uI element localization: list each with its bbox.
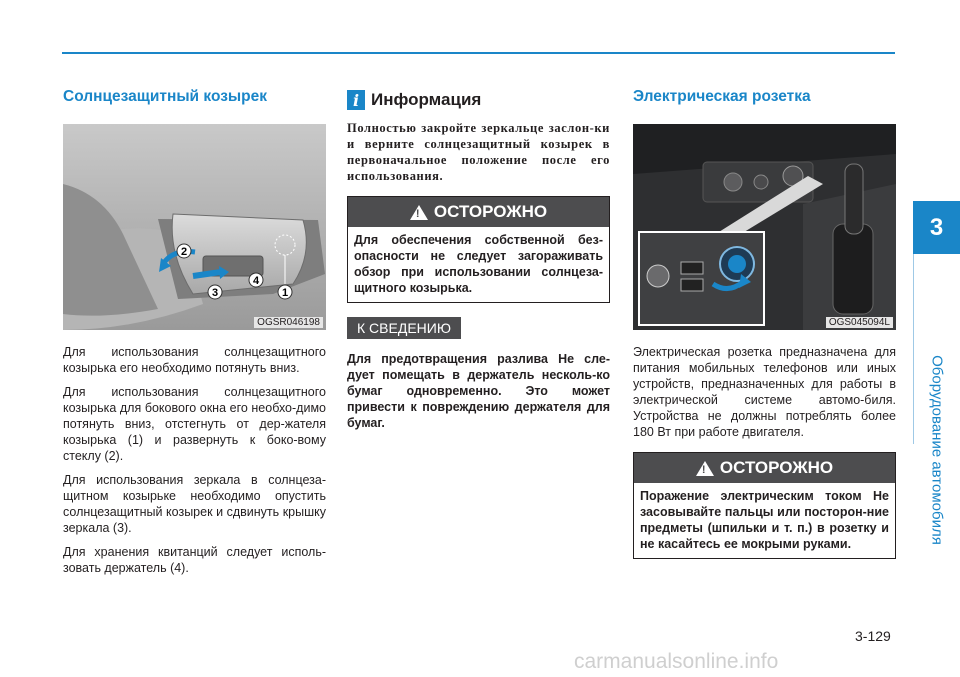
- warning-triangle-icon: !: [696, 461, 714, 476]
- warning-header: [348, 197, 609, 227]
- sunvisor-paragraph-3: Для использования зеркала в солнцеза-щитном козырьке необходимо опустить солнцезащитный козырек и сдвинуть крышку зеркала (3).: [63, 473, 326, 535]
- info-icon: i: [347, 90, 365, 110]
- sunvisor-illustration: [63, 124, 326, 330]
- warning-label: ОСТОРОЖНО: [719, 458, 834, 477]
- warning-box-sunvisor: [347, 196, 610, 303]
- warning-text: Поражение электрическим током Не засовывайте пальцы или посторон-ние предметы (шпильки и т. п.) в розетку и не касайтесь ее мокрыми руками.: [640, 489, 889, 551]
- sunvisor-section: [63, 88, 326, 584]
- warning-label: ОСТОРОЖНО: [433, 202, 548, 221]
- warning-header: [634, 453, 895, 483]
- info-title: Информация: [371, 90, 482, 109]
- sunvisor-title: Солнцезащитный козырек: [63, 88, 267, 105]
- callout-3: 3: [211, 287, 219, 299]
- info-section: [347, 88, 610, 431]
- watermark: carmanualsonline.info: [574, 650, 779, 673]
- warning-text: Для обеспечения собственной без-опасности не следует загораживать обзор при использовании солнцеза-щитного козырька.: [354, 233, 603, 295]
- outlet-paragraph: Электрическая розетка предназначена для питания мобильных телефонов или иных устройств, предназначенных для работы в электрической системе автомо-биля. Устройства не должны потреблять более 180 Вт при работе двигателя.: [633, 345, 896, 439]
- outlet-photo: [633, 124, 896, 330]
- outlet-illustration: [633, 124, 896, 330]
- sunvisor-figure-code: OGSR046198: [254, 317, 323, 328]
- outlet-figure-code: OGS045094L: [826, 317, 893, 328]
- sunvisor-paragraph-2: Для использования солнцезащитного козырька для бокового окна его необхо-димо потянуть вниз, отстегнуть от дер-жателя козырька (1) и развернуть к боко-вому стеклу (2).: [63, 385, 326, 463]
- info-text: Полностью закройте зеркальце заслон-ки и верните солнцезащитный козырек в первоначальное положение после его использования.: [347, 121, 610, 183]
- callout-4: 4: [252, 275, 260, 287]
- sunvisor-paragraph-4: Для хранения квитанций следует исполь-зовать держатель (4).: [63, 545, 326, 575]
- chapter-number: 3: [929, 213, 944, 241]
- sunvisor-paragraph-1: Для использования солнцезащитного козырька его необходимо потянуть вниз.: [63, 345, 326, 375]
- header-rule: [62, 52, 895, 54]
- callout-2: 2: [180, 246, 188, 258]
- sidebar-divider: [913, 254, 914, 444]
- outlet-title: Электрическая розетка: [633, 88, 811, 105]
- notice-label: К СВЕДЕНИЮ: [347, 317, 461, 339]
- outlet-section: [633, 88, 896, 559]
- callout-1: 1: [281, 287, 289, 299]
- info-header: [347, 88, 610, 112]
- warning-box-outlet: [633, 452, 896, 559]
- sunvisor-photo: [63, 124, 326, 330]
- warning-triangle-icon: !: [410, 205, 428, 220]
- chapter-tab[interactable]: [913, 201, 960, 254]
- chapter-title: Оборудование автомобиля: [928, 355, 946, 545]
- page-number: 3-129: [855, 628, 891, 644]
- notice-text: Для предотвращения разлива Не сле-дует помещать в держатель несколь-ко бумаг одновременно. Это может привести к повреждению держателя для бумаг.: [347, 352, 610, 430]
